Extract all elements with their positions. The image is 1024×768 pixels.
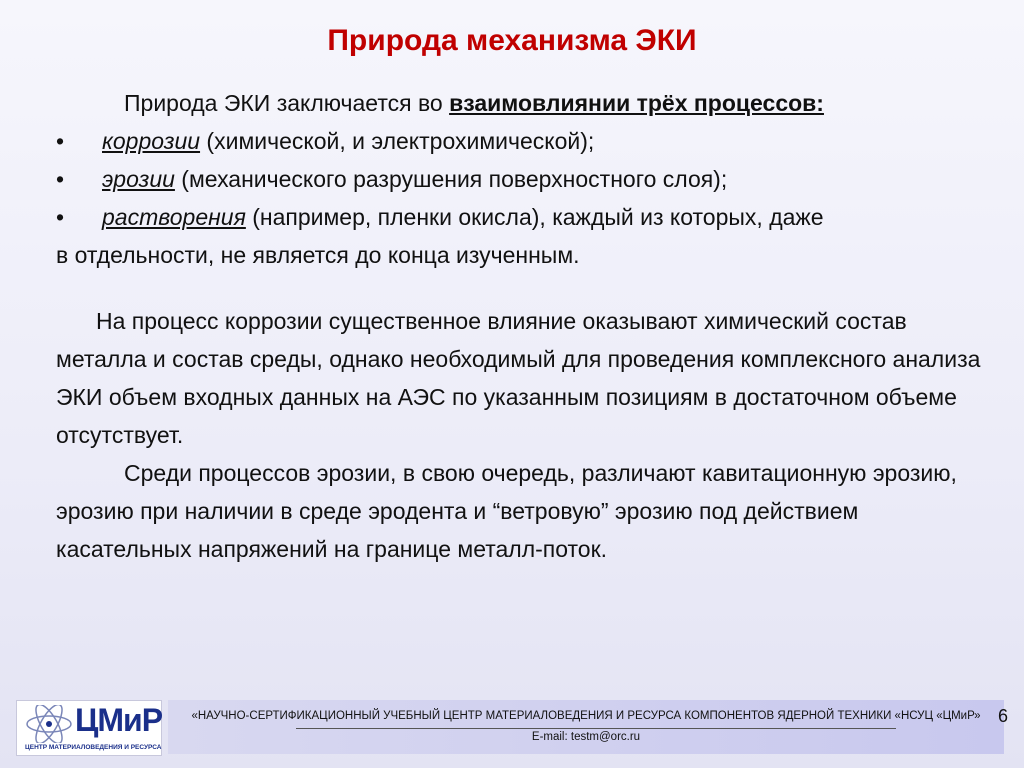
bullet-marker: • xyxy=(56,166,65,192)
bullet-term: коррозии xyxy=(102,128,201,154)
bullet-text xyxy=(102,122,594,160)
bullet-continuation: в отдельности, не является до конца изученным. xyxy=(56,242,580,268)
slide-title: Природа механизма ЭКИ xyxy=(327,24,697,57)
intro-text: Природа ЭКИ заключается во xyxy=(124,90,450,116)
intro-bold: взаимовлиянии трёх процессов: xyxy=(449,90,824,116)
logo xyxy=(16,700,162,756)
intro-line xyxy=(56,84,996,122)
bullet-term: растворения xyxy=(102,204,246,230)
slide-body xyxy=(56,84,996,568)
footer xyxy=(16,700,986,754)
bullet-dissolution xyxy=(56,198,996,236)
bullet-marker: • xyxy=(56,128,65,154)
logo-text: ЦМиР xyxy=(75,702,163,738)
bullet-rest: (механического разрушения поверхностного слоя); xyxy=(174,166,728,192)
bullet-marker: • xyxy=(56,204,65,230)
bullet-text xyxy=(102,198,824,236)
contact-email[interactable]: E-mail: testm@orc.ru xyxy=(531,731,641,743)
bullet-text xyxy=(102,160,727,198)
paragraph-corrosion: На процесс коррозии существенное влияние оказывают химический состав металла и состав среды, однако необходимый для проведения комплексного анализа ЭКИ объем входных данных на АЭС по указанным позициям в достаточном объеме отсутствует. xyxy=(56,308,981,448)
atom-icon xyxy=(23,705,75,743)
footer-divider xyxy=(296,728,896,729)
logo-caption: ЦЕНТР МАТЕРИАЛОВЕДЕНИЯ И РЕСУРСА xyxy=(25,744,162,751)
bullet-rest: (например, пленки окисла), каждый из которых, даже xyxy=(245,204,824,230)
paragraph-erosion: Среди процессов эрозии, в свою очередь, различают кавитационную эрозию, эрозию при наличии в среде эродента и “ветровую” эрозию под действием касательных напряжений на границе металл-поток. xyxy=(56,460,957,562)
bullet-corrosion xyxy=(56,122,996,160)
footer-band xyxy=(168,700,1004,754)
page-number: 6 xyxy=(998,706,1009,726)
bullet-rest: (химической, и электрохимической); xyxy=(200,128,595,154)
bullet-erosion xyxy=(56,160,996,198)
organization-name: «НАУЧНО-СЕРТИФИКАЦИОННЫЙ УЧЕБНЫЙ ЦЕНТР МАТЕРИАЛОВЕДЕНИЯ И РЕСУРСА КОМПОНЕНТОВ ЯДЕРНОЙ ТЕХНИКИ «НСУЦ «ЦМиР» xyxy=(191,710,981,722)
bullet-term: эрозии xyxy=(102,166,175,192)
